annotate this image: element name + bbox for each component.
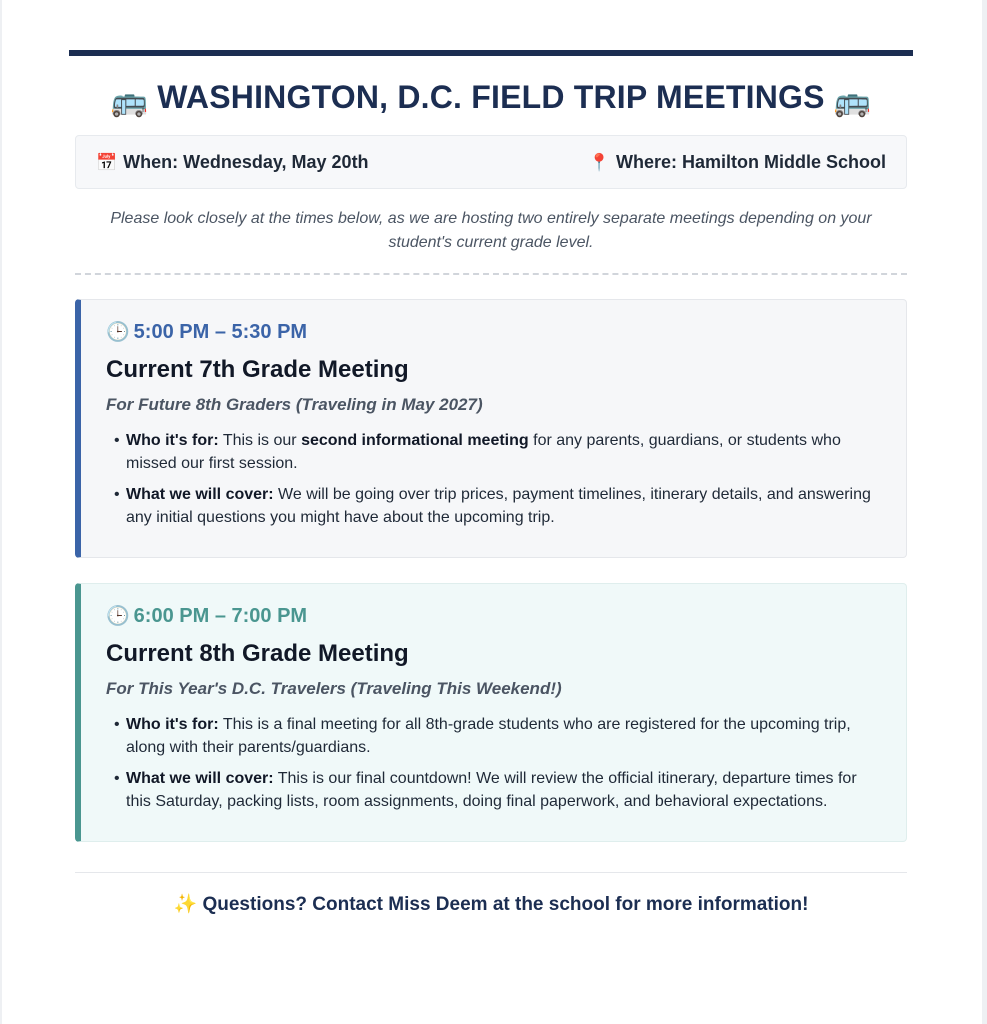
detail-emphasis: second informational meeting [301,432,529,449]
where-info [589,152,886,173]
clock-icon: 🕒 [106,322,130,343]
sparkles-icon: ✨ [173,894,198,915]
footer-divider [75,872,907,873]
bus-icon: 🚌 [110,85,149,118]
top-rule [69,50,913,56]
where-label: Where: Hamilton Middle School [615,151,886,172]
meeting-time [106,602,882,631]
detail-who [106,713,882,759]
contact-text: Questions? Contact Miss Deem at the school for more information! [202,894,809,915]
detail-label: What we will cover: [126,486,274,503]
detail-label: Who it's for: [126,432,219,449]
page-title [69,74,913,125]
dashed-divider [75,273,907,275]
detail-text: This is our final countdown! We will review the official itinerary, departure times for this Saturday, packing lists, room assignments, doing final paperwork, and behavioral expectations. [126,770,857,810]
detail-text: This is a final meeting for all 8th-grade students who are registered for the upcoming trip, along with their parents/guardians. [126,716,851,756]
window-edge-right [982,0,987,1024]
detail-text: We will be going over trip prices, payment timelines, itinerary details, and answering any initial questions you might have about the upcoming trip. [126,486,871,526]
meeting-time [106,318,882,347]
meeting-details [106,429,882,529]
detail-label: What we will cover: [126,770,274,787]
detail-what [106,483,882,529]
meeting-subtitle: For Future 8th Graders (Traveling in May 2027) [106,395,483,414]
detail-who [106,429,882,475]
meeting-time-text: 5:00 PM – 5:30 PM [133,321,308,343]
detail-text: This is our [218,432,302,449]
clock-icon: 🕒 [106,606,130,627]
meeting-card-8th-grade [75,583,907,842]
meeting-title: Current 7th Grade Meeting [106,356,409,383]
meeting-card-7th-grade [75,299,907,558]
meeting-time-text: 6:00 PM – 7:00 PM [133,605,308,627]
window-edge-left [0,0,2,1024]
detail-what [106,767,882,813]
detail-text: for any parents, guardians, or students who missed our first session. [126,432,841,472]
detail-label: Who it's for: [126,716,219,733]
meeting-title: Current 8th Grade Meeting [106,640,409,667]
bus-icon: 🚌 [833,85,872,118]
calendar-icon: 📅 [96,152,118,172]
page-title-text: WASHINGTON, D.C. FIELD TRIP MEETINGS [157,79,825,115]
meeting-subtitle: For This Year's D.C. Travelers (Traveling This Weekend!) [106,679,562,698]
meeting-details [106,713,882,813]
when-info [96,152,369,173]
intro-note: Please look closely at the times below, as we are hosting two entirely separate meetings depending on your student's current grade level. [110,210,872,251]
map-pin-icon: 📍 [588,152,610,172]
flyer [69,50,913,918]
event-info-bar [75,135,907,189]
when-label: When: Wednesday, May 20th [123,151,369,172]
contact-footer [69,892,913,918]
